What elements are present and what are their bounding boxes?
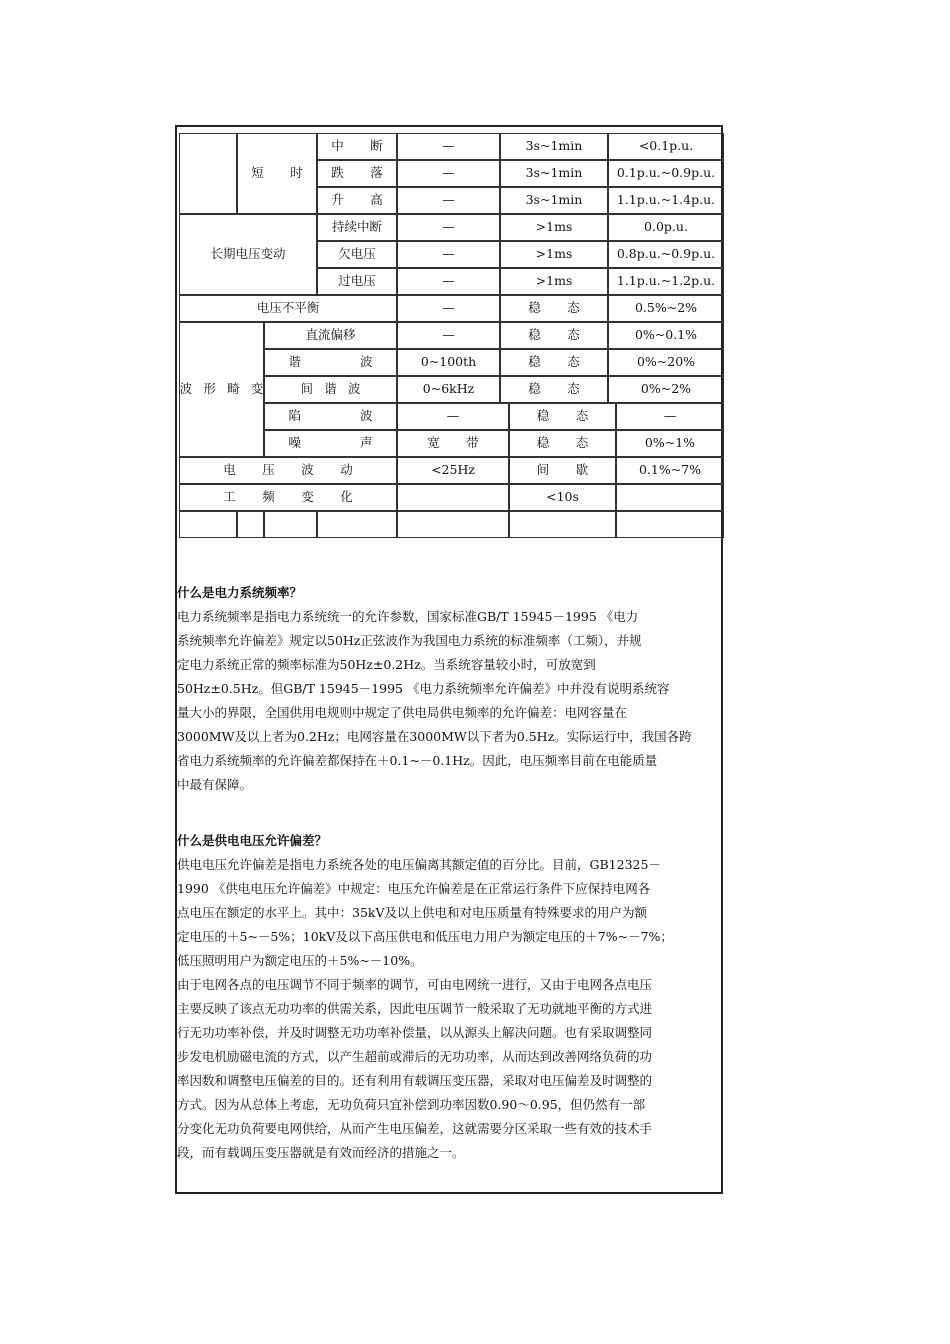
group-label-long-term: 长期电压变动 <box>179 214 317 295</box>
body-line: 方式。因为从总体上考虑，无功负荷只宜补偿到功率因数0.90～0.95，但仍然有一部 <box>177 1097 646 1112</box>
body-line: 1990 《供电电压允许偏差》中规定：电压允许偏差是在正常运行条件下应保持电网各 <box>177 881 651 896</box>
row-name: 间谐波 <box>264 376 397 403</box>
row-band: — <box>397 133 500 160</box>
row-name: 噪 声 <box>264 430 397 457</box>
row-band: — <box>397 268 500 295</box>
row-amplitude: 0.8p.u.~0.9p.u. <box>608 241 724 268</box>
body-line: 定电力系统正常的频率标准为50Hz±0.2Hz。当系统容量较小时，可放宽到 <box>177 657 596 672</box>
row-name: 跌 落 <box>317 160 397 187</box>
body-line: 50Hz±0.5Hz。但GB/T 15945－1995 《电力系统频率允许偏差》中并没有说明系统容 <box>177 681 670 696</box>
body-line: 主要反映了该点无功功率的供需关系，因此电压调节一般采取了无功就地平衡的方式进 <box>177 1001 653 1016</box>
row-amplitude: 0%~1% <box>616 430 724 457</box>
empty-cell <box>179 511 237 538</box>
body-line: 省电力系统频率的允许偏差都保持在＋0.1~－0.1Hz。因此，电压频率目前在电能质量 <box>177 753 658 768</box>
body-line: 段，而有载调压变压器就是有效而经济的措施之一。 <box>177 1145 465 1160</box>
group-label-waveform: 波形畸变 <box>179 322 264 457</box>
row-amplitude: 0.1%~7% <box>616 457 724 484</box>
row-duration: 稳 态 <box>500 376 608 403</box>
row-duration: >1ms <box>500 268 608 295</box>
section-heading: 什么是电力系统频率？ <box>177 585 303 600</box>
row-amplitude: — <box>616 403 724 430</box>
group-label-short-time: 短 时 <box>237 133 317 214</box>
document-frame <box>175 125 723 1194</box>
group-blank-cell <box>179 133 237 214</box>
row-amplitude: 0.0p.u. <box>608 214 724 241</box>
row-amplitude: 0%~0.1% <box>608 322 724 349</box>
row-duration: 3s~1min <box>500 187 608 214</box>
row-band-empty <box>397 484 509 511</box>
row-band: 0~100th <box>397 349 500 376</box>
body-line: 点电压在额定的水平上。其中：35kV及以上供电和对电压质量有特殊要求的用户为额 <box>177 905 648 920</box>
row-name: 欠电压 <box>317 241 397 268</box>
body-line: 中最有保障。 <box>177 777 253 792</box>
body-line: 电力系统频率是指电力系统统一的允许参数，国家标准GB/T 15945－1995 《电力 <box>177 609 639 624</box>
article-body <box>177 573 723 1165</box>
body-line: 系统频率允许偏差》规定以50Hz正弦波作为我国电力系统的标准频率（工频），并规 <box>177 633 642 648</box>
row-name: 过电压 <box>317 268 397 295</box>
empty-cell <box>237 511 264 538</box>
row-band: — <box>397 322 500 349</box>
row-band: — <box>397 160 500 187</box>
empty-cell <box>509 511 616 538</box>
row-amplitude-empty <box>616 484 724 511</box>
body-line: 低压照明用户为额定电压的＋5%~－10%。 <box>177 953 423 968</box>
paragraph-gap <box>177 797 723 821</box>
row-amplitude: <0.1p.u. <box>608 133 724 160</box>
empty-cell <box>317 511 397 538</box>
row-name-unbalance: 电压不平衡 <box>179 295 397 322</box>
row-band: — <box>397 295 500 322</box>
row-duration: 稳 态 <box>500 295 608 322</box>
row-band: 宽 带 <box>397 430 509 457</box>
body-line: 分变化无功负荷要电网供给，从而产生电压偏差，这就需要分区采取一些有效的技术手 <box>177 1121 653 1136</box>
body-line: 供电电压允许偏差是指电力系统各处的电压偏离其额定值的百分比。目前，GB12325－ <box>177 857 661 872</box>
row-amplitude: 1.1p.u.~1.4p.u. <box>608 187 724 214</box>
row-name-freq-change: 工 频 变 化 <box>179 484 397 511</box>
row-amplitude: 0.5%~2% <box>608 295 724 322</box>
empty-cell <box>264 511 317 538</box>
row-name-fluctuation: 电 压 波 动 <box>179 457 397 484</box>
body-line: 行无功功率补偿，并及时调整无功功率补偿量，以从源头上解决问题。也有采取调整同 <box>177 1025 653 1040</box>
row-band: <25Hz <box>397 457 509 484</box>
row-band: — <box>397 241 500 268</box>
body-line: 3000MW及以上者为0.2Hz；电网容量在3000MW以下者为0.5Hz。实际运行中，我国各跨 <box>177 729 692 744</box>
body-line: 率因数和调整电压偏差的目的。还有利用有载调压变压器，采取对电压偏差及时调整的 <box>177 1073 653 1088</box>
row-name: 中 断 <box>317 133 397 160</box>
row-duration: 稳 态 <box>500 322 608 349</box>
row-duration: <10s <box>509 484 616 511</box>
row-duration: 间 歇 <box>509 457 616 484</box>
row-name: 直流偏移 <box>264 322 397 349</box>
row-duration: 稳 态 <box>509 403 616 430</box>
row-duration: >1ms <box>500 241 608 268</box>
section-heading: 什么是供电电压允许偏差？ <box>177 833 328 848</box>
body-line: 量大小的界限，全国供用电规则中规定了供电局供电频率的允许偏差：电网容量在 <box>177 705 628 720</box>
empty-cell <box>397 511 509 538</box>
row-amplitude: 0%~20% <box>608 349 724 376</box>
empty-cell <box>616 511 724 538</box>
row-band: — <box>397 187 500 214</box>
row-duration: 3s~1min <box>500 160 608 187</box>
body-line: 定电压的＋5~－5%；10kV及以下高压供电和低压电力用户为额定电压的＋7%~－7%； <box>177 929 673 944</box>
row-band: 0~6kHz <box>397 376 500 403</box>
row-duration: 稳 态 <box>509 430 616 457</box>
row-name: 持续中断 <box>317 214 397 241</box>
row-band: — <box>397 214 500 241</box>
row-duration: 3s~1min <box>500 133 608 160</box>
row-amplitude: 0%~2% <box>608 376 724 403</box>
row-duration: >1ms <box>500 214 608 241</box>
row-amplitude: 0.1p.u.~0.9p.u. <box>608 160 724 187</box>
body-line: 由于电网各点的电压调节不同于频率的调节，可由电网统一进行，又由于电网各点电压 <box>177 977 653 992</box>
row-name: 陷 波 <box>264 403 397 430</box>
row-amplitude: 1.1p.u.~1.2p.u. <box>608 268 724 295</box>
row-duration: 稳 态 <box>500 349 608 376</box>
row-name: 谐 波 <box>264 349 397 376</box>
body-line: 步发电机励磁电流的方式，以产生超前或滞后的无功功率，从而达到改善网络负荷的功 <box>177 1049 653 1064</box>
row-name: 升 高 <box>317 187 397 214</box>
row-band: — <box>397 403 509 430</box>
